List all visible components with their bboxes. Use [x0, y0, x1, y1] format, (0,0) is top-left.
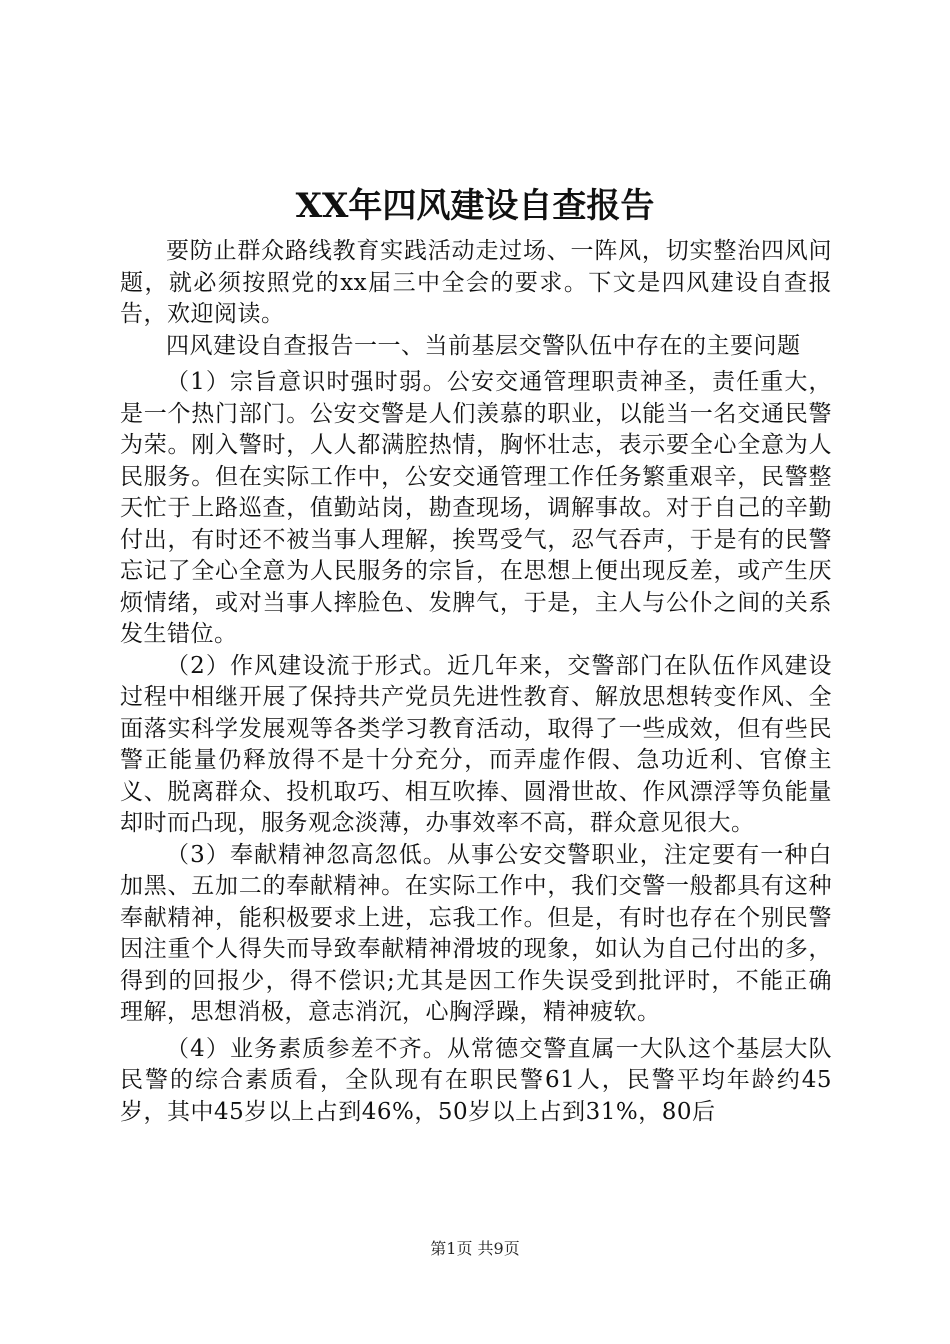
- item-1-paragraph: （1）宗旨意识时强时弱。公安交通管理职责神圣，责任重大，是一个热门部门。公安交警是人们羡慕的职业，以能当一名交通民警为荣。刚入警时，人人都满腔热情，胸怀壮志，表示要全心全意为人民服务。但在实际工作中，公安交通管理工作任务繁重艰辛，民警整天忙于上路巡查，值勤站岗，勘查现场，调解事故。对于自己的辛勤付出，有时还不被当事人理解，挨骂受气，忍气吞声，于是有的民警忘记了全心全意为人民服务的宗旨，在思想上便出现反差，或产生厌烦情绪，或对当事人摔脸色、发脾气，于是，主人与公仆之间的关系发生错位。: [120, 369, 832, 647]
- document-title: XX年四风建设自查报告: [295, 186, 655, 226]
- section-heading-paragraph: 四风建设自查报告一一、当前基层交警队伍中存在的主要问题: [166, 332, 801, 359]
- document-body: [120, 236, 832, 1128]
- item-3-paragraph: （3）奉献精神忽高忽低。从事公安交警职业，注定要有一种白加黑、五加二的奉献精神。在实际工作中，我们交警一般都具有这种奉献精神，能积极要求上进，忘我工作。但是，有时也存在个别民警因注重个人得失而导致奉献精神滑坡的现象，如认为自己付出的多，得到的回报少，得不偿识;尤其是因工作失误受到批评时，不能正确理解，思想消极，意志消沉，心胸浮躁，精神疲软。: [120, 841, 832, 1025]
- page-indicator: 第1页 共9页: [430, 1239, 520, 1258]
- item-2-paragraph: （2）作风建设流于形式。近几年来，交警部门在队伍作风建设过程中相继开展了保持共产党员先进性教育、解放思想转变作风、全面落实科学发展观等各类学习教育活动，取得了一些成效，但有些民警正能量仍释放得不是十分充分，而弄虚作假、急功近利、官僚主义、脱离群众、投机取巧、相互吹捧、圆滑世故、作风漂浮等负能量却时而凸现，服务观念淡薄，办事效率不高，群众意见很大。: [120, 652, 832, 836]
- intro-paragraph: 要防止群众路线教育实践活动走过场、一阵风，切实整治四风问题，就必须按照党的xx届三中全会的要求。下文是四风建设自查报告，欢迎阅读。: [120, 238, 832, 327]
- item-4-paragraph: （4）业务素质参差不齐。从常德交警直属一大队这个基层大队民警的综合素质看，全队现有在职民警61人，民警平均年龄约45岁，其中45岁以上占到46%，50岁以上占到31%，80后: [120, 1035, 832, 1125]
